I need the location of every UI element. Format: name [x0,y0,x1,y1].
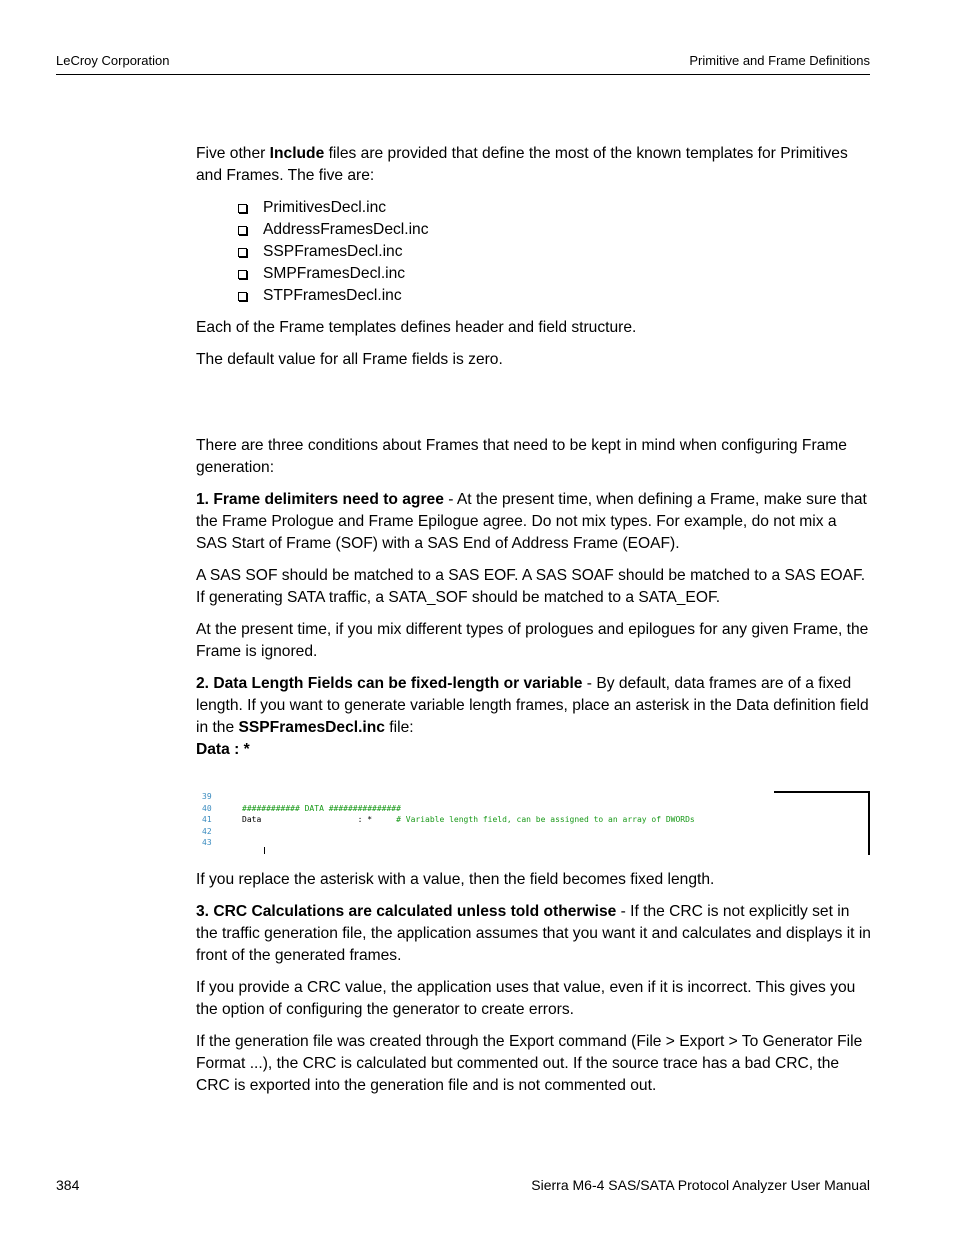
code-line [202,791,695,803]
file-name: SSPFramesDecl.inc [263,243,403,260]
list-item [238,241,872,263]
checkbox-bullet-icon [238,204,247,213]
page-number: 384 [56,1177,80,1193]
condition-2-text: - By default, data frames are of a fixed length. If you want to generate variable length frames, place an asterisk in the Data definition field in the [196,675,869,736]
text-cursor-icon [264,847,265,854]
list-item [238,285,872,307]
asterisk-paragraph: If you replace the asterisk with a value, then the field becomes fixed length. [196,871,715,888]
condition-1-title: 1. Frame delimiters need to agree [196,491,444,508]
code-lines [202,791,695,849]
header-section-title: Primitive and Frame Definitions [689,53,870,68]
code-line [202,814,695,826]
code-line [202,803,695,815]
condition-1-paragraph [196,489,872,555]
condition-2-text-end: file: [384,719,414,736]
condition-2-example: Data : * [196,741,250,758]
line-number: 41 [202,815,212,824]
line-number: 43 [202,838,212,847]
condition-2-paragraph [196,673,872,761]
condition-1-text: - At the present time, when defining a Frame, make sure that the Frame Prologue and Frame Epilogue agree. Do not mix types. For example, do not mix a SAS Start of Frame (SOF) with a SAS End of Address Frame (EOAF). [196,491,867,552]
code-text: Data : * [242,815,397,824]
list-item [238,263,872,285]
condition-3-title: 3. CRC Calculations are calculated unless told otherwise [196,903,617,920]
checkbox-bullet-icon [238,226,247,235]
file-list [196,197,872,307]
condition-2-file: SSPFramesDecl.inc [238,719,385,736]
checkbox-bullet-icon [238,248,247,257]
page-content [196,143,872,1107]
code-screenshot [196,791,872,855]
list-item [238,219,872,241]
intro-pre: Five other [196,145,270,162]
condition-3-paragraph-3: If the generation file was created through the Export command (File > Export > To Generator File Format ...), the CRC is calculated but commented out. If the source trace has a bad CRC, the CRC is exported into the generation file and is not commented out. [196,1033,863,1094]
condition-3-text: - If the CRC is not explicitly set in the traffic generation file, the application assumes that you want it and calculates and displays it in front of the generated frames. [196,903,871,964]
code-line [202,837,695,849]
section-spacer [196,381,872,435]
code-frame-top [774,791,870,793]
file-name: PrimitivesDecl.inc [263,199,387,216]
checkbox-bullet-icon [238,292,247,301]
condition-1-paragraph-2: A SAS SOF should be matched to a SAS EOF. A SAS SOAF should be matched to a SAS EOAF. If generating SATA traffic, a SATA_SOF should be matched to a SATA_EOF. [196,567,866,606]
conditions-paragraph: There are three conditions about Frames that need to be kept in mind when configuring Frame generation: [196,437,847,476]
condition-3-paragraph [196,901,872,967]
footer-manual-title: Sierra M6-4 SAS/SATA Protocol Analyzer User Manual [531,1177,870,1193]
templates-paragraph: Each of the Frame templates defines header and field structure. [196,319,637,336]
code-line [202,826,695,838]
code-comment: # Variable length field, can be assigned to an array of DWORDs [396,815,695,824]
list-item [238,197,872,219]
condition-2-title: 2. Data Length Fields can be fixed-length or variable [196,675,583,692]
file-name: AddressFramesDecl.inc [263,221,429,238]
intro-post: files are provided that define the most of the known templates for Primitives and Frames. The five are: [196,145,848,184]
file-name: STPFramesDecl.inc [263,287,402,304]
condition-3-paragraph-2: If you provide a CRC value, the application uses that value, even if it is incorrect. This gives you the option of configuring the generator to create errors. [196,979,856,1018]
condition-1-paragraph-3: At the present time, if you mix different types of prologues and epilogues for any given Frame, the Frame is ignored. [196,621,869,660]
code-frame-right [868,791,870,855]
line-number: 39 [202,792,212,801]
header-company: LeCroy Corporation [56,53,170,68]
checkbox-bullet-icon [238,270,247,279]
header-rule [56,74,870,75]
default-paragraph: The default value for all Frame fields is zero. [196,351,503,368]
intro-bold: Include [269,145,325,162]
file-name: SMPFramesDecl.inc [263,265,406,282]
line-number: 42 [202,826,212,836]
line-number: 40 [202,803,212,813]
code-text: ############ DATA ############### [242,803,401,813]
intro-paragraph [196,143,872,187]
